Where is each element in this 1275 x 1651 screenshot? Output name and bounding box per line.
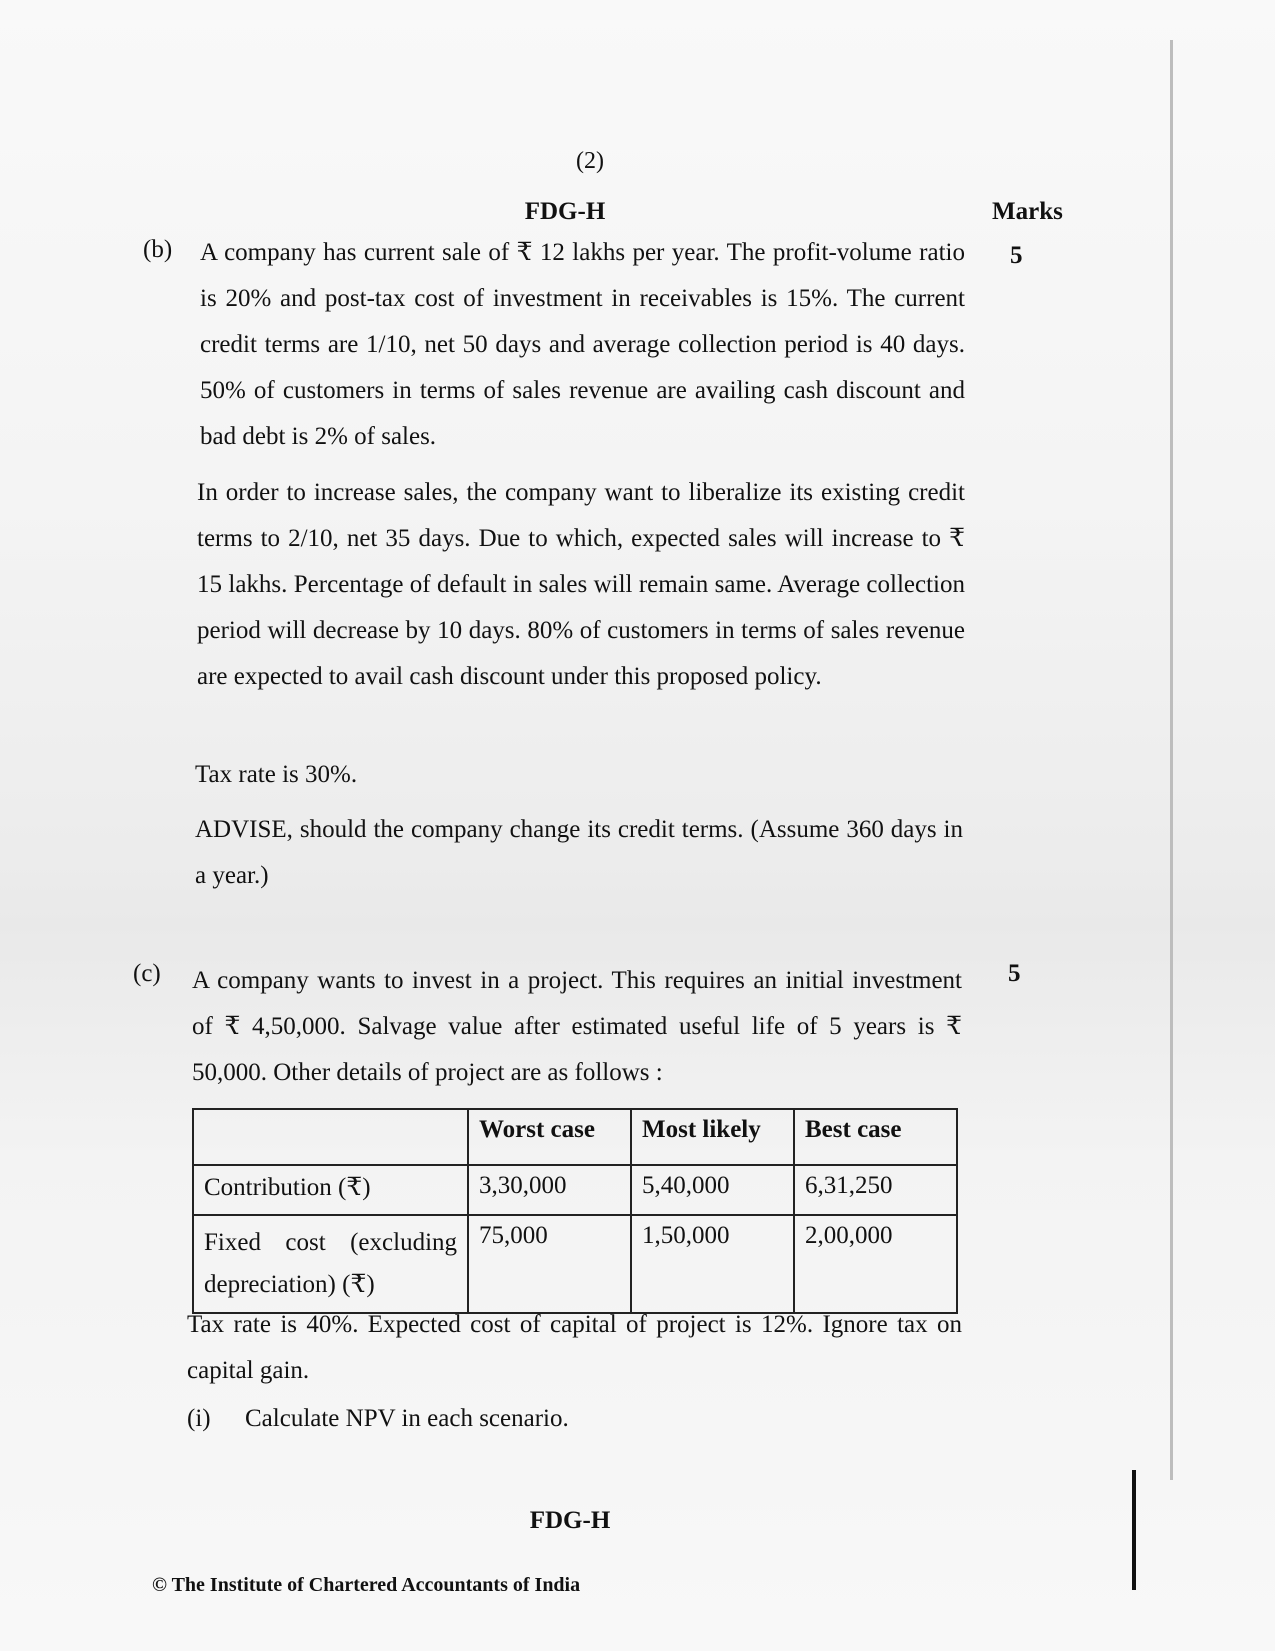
- question-c-paragraph-2: Tax rate is 40%. Expected cost of capital of project is 12%. Ignore tax on capital gain.: [187, 1311, 962, 1384]
- copyright-notice: © The Institute of Chartered Accountants of India: [152, 1574, 581, 1596]
- paper-code-header: FDG-H: [524, 198, 606, 225]
- table-header-row: [193, 1109, 957, 1165]
- question-b-marks: 5: [1010, 242, 1023, 269]
- table-cell: 75,000: [468, 1215, 631, 1313]
- table-cell: Fixed cost (excluding depreciation) (₹): [193, 1215, 468, 1313]
- table-cell: 1,50,000: [631, 1215, 794, 1313]
- question-b-paragraph-4: ADVISE, should the company change its credit terms. (Assume 360 days in a year.): [195, 816, 963, 889]
- page-edge-shadow: [1170, 40, 1173, 1480]
- question-b-label: (b): [143, 236, 173, 263]
- table-row: [193, 1165, 957, 1215]
- project-scenario-table: [192, 1108, 958, 1314]
- table-header-cell: Worst case: [468, 1109, 631, 1165]
- question-b-paragraph-3: Tax rate is 30%.: [195, 761, 358, 788]
- question-b-paragraph-1: A company has current sale of ₹ 12 lakhs per year. The profit-volume ratio is 20% and post-tax cost of investment in receivables is 15%. The current credit terms are 1/10, net 50 days and average collection period is 40 days. 50% of customers in terms of sales revenue are availing cash discount and bad debt is 2% of sales.: [200, 239, 965, 450]
- table-cell: 5,40,000: [631, 1165, 794, 1215]
- question-c-paragraph-1: A company wants to invest in a project. This requires an initial investment of ₹ 4,50,000. Salvage value after estimated useful life of 5 years is ₹ 50,000. Other details of project are as follows :: [192, 967, 962, 1086]
- question-c-marks: 5: [1008, 960, 1021, 987]
- page-number: (2): [576, 148, 604, 174]
- sub-question-i-label: (i): [187, 1405, 211, 1432]
- table-header-cell: [193, 1109, 468, 1165]
- table-cell: 2,00,000: [794, 1215, 957, 1313]
- table-header-cell: Best case: [794, 1109, 957, 1165]
- marks-heading: Marks: [992, 198, 1063, 225]
- table-header-cell: Most likely: [631, 1109, 794, 1165]
- question-c-label: (c): [133, 960, 161, 987]
- table-cell: 6,31,250: [794, 1165, 957, 1215]
- sub-question-i-text: Calculate NPV in each scenario.: [245, 1405, 569, 1432]
- table-cell: 3,30,000: [468, 1165, 631, 1215]
- paper-code-footer: FDG-H: [529, 1507, 611, 1534]
- table-row: [193, 1215, 957, 1313]
- question-b-paragraph-2: In order to increase sales, the company want to liberalize its existing credit terms to 2/10, net 35 days. Due to which, expected sales will increase to ₹ 15 lakhs. Percentage of default in sales will remain same. Average collection period will decrease by 10 days. 80% of customers in terms of sales revenue are expected to avail cash discount under this proposed policy.: [197, 479, 965, 690]
- table-cell: Contribution (₹): [193, 1165, 468, 1215]
- margin-mark: [1132, 1470, 1136, 1590]
